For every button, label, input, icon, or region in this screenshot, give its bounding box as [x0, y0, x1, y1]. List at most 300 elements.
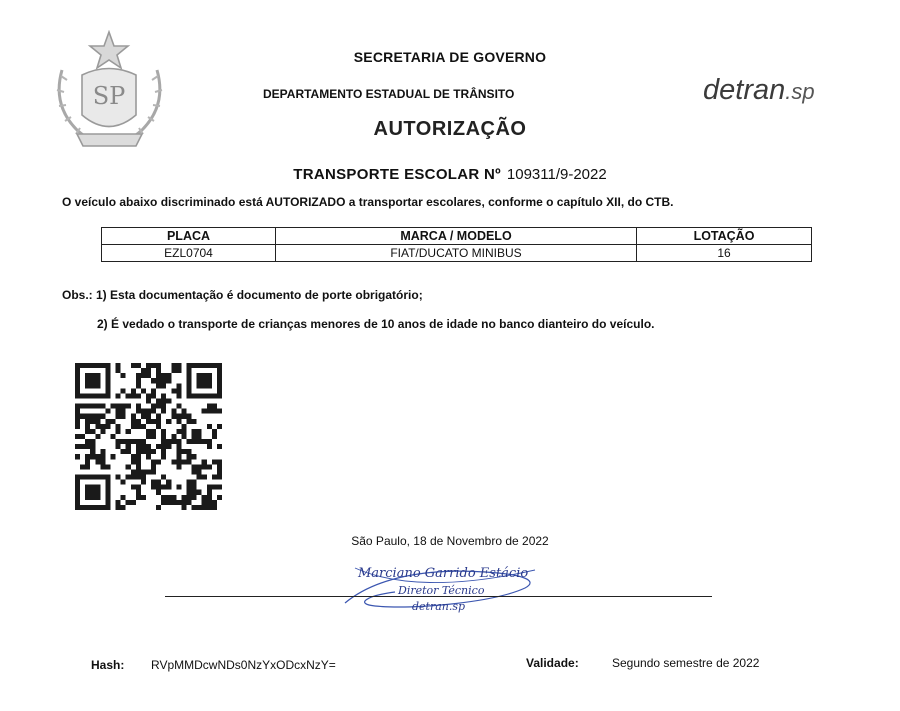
qr-module: [136, 383, 141, 388]
qr-module: [151, 393, 156, 398]
qr-module: [217, 464, 222, 469]
qr-module: [105, 480, 110, 485]
qr-module: [156, 419, 161, 424]
qr-module: [136, 469, 141, 474]
qr-module: [136, 475, 141, 480]
qr-module: [151, 363, 156, 368]
qr-module: [105, 368, 110, 373]
qr-module: [151, 404, 156, 409]
qr-module: [187, 414, 192, 419]
qr-module: [105, 424, 110, 429]
qr-module: [212, 459, 217, 464]
qr-module: [105, 500, 110, 505]
qr-module: [85, 459, 90, 464]
qr-module: [80, 505, 85, 510]
qr-module: [197, 393, 202, 398]
qr-module: [181, 505, 186, 510]
qr-module: [116, 505, 121, 510]
qr-module: [181, 449, 186, 454]
qr-module: [197, 469, 202, 474]
qr-module: [187, 495, 192, 500]
qr-module: [75, 444, 80, 449]
qr-module: [207, 373, 212, 378]
qr-module: [85, 383, 90, 388]
qr-module: [166, 439, 171, 444]
qr-module: [85, 363, 90, 368]
qr-module: [75, 368, 80, 373]
qr-module: [161, 393, 166, 398]
qr-module: [85, 490, 90, 495]
qr-module: [176, 500, 181, 505]
qr-module: [176, 414, 181, 419]
qr-module: [151, 388, 156, 393]
qr-module: [217, 368, 222, 373]
qr-module: [202, 373, 207, 378]
qr-module: [161, 409, 166, 414]
qr-module: [166, 495, 171, 500]
qr-module: [217, 469, 222, 474]
qr-module: [80, 404, 85, 409]
qr-module: [121, 495, 126, 500]
qr-module: [156, 383, 161, 388]
qr-module: [105, 373, 110, 378]
qr-module: [105, 490, 110, 495]
detran-logo-text: detran: [703, 74, 786, 106]
validity-label: Validade:: [526, 656, 579, 670]
qr-module: [161, 404, 166, 409]
qr-module: [197, 505, 202, 510]
qr-module: [90, 429, 95, 434]
qr-module: [187, 388, 192, 393]
qr-module: [176, 363, 181, 368]
qr-module: [136, 454, 141, 459]
qr-module: [156, 459, 161, 464]
qr-module: [131, 500, 136, 505]
qr-module: [85, 429, 90, 434]
qr-module: [121, 373, 126, 378]
qr-module: [141, 475, 146, 480]
qr-module: [85, 454, 90, 459]
qr-module: [100, 454, 105, 459]
qr-module: [192, 363, 197, 368]
qr-module: [161, 383, 166, 388]
detran-logo: [703, 74, 815, 107]
qr-module: [131, 454, 136, 459]
qr-module: [90, 505, 95, 510]
qr-module: [116, 363, 121, 368]
qr-module: [187, 419, 192, 424]
qr-module: [161, 378, 166, 383]
qr-module: [116, 414, 121, 419]
qr-module: [121, 505, 126, 510]
qr-module: [176, 439, 181, 444]
qr-module: [90, 419, 95, 424]
qr-module: [207, 378, 212, 383]
qr-module: [75, 378, 80, 383]
signatory-org: detran.sp: [412, 600, 466, 613]
qr-module: [166, 485, 171, 490]
qr-module: [121, 439, 126, 444]
qr-module: [202, 505, 207, 510]
qr-module: [181, 495, 186, 500]
qr-module: [141, 469, 146, 474]
qr-module: [126, 475, 131, 480]
qr-module: [207, 363, 212, 368]
qr-module: [100, 459, 105, 464]
qr-module: [105, 388, 110, 393]
qr-module: [187, 459, 192, 464]
qr-module: [100, 363, 105, 368]
qr-module: [100, 449, 105, 454]
qr-module: [207, 393, 212, 398]
qr-module: [100, 464, 105, 469]
qr-module: [131, 475, 136, 480]
qr-module: [187, 480, 192, 485]
qr-module: [136, 459, 141, 464]
qr-module: [146, 469, 151, 474]
qr-module: [202, 475, 207, 480]
qr-module: [121, 414, 126, 419]
qr-module: [75, 495, 80, 500]
qr-module: [166, 500, 171, 505]
qr-module: [187, 393, 192, 398]
qr-module: [80, 444, 85, 449]
qr-module: [166, 398, 171, 403]
qr-module: [146, 449, 151, 454]
qr-module: [131, 469, 136, 474]
qr-module: [95, 363, 100, 368]
qr-module: [95, 373, 100, 378]
place-and-date: São Paulo, 18 de Novembro de 2022: [351, 534, 549, 548]
qr-module: [105, 485, 110, 490]
document-title: AUTORIZAÇÃO: [373, 118, 527, 140]
qr-module: [181, 459, 186, 464]
qr-module: [80, 414, 85, 419]
qr-module: [90, 475, 95, 480]
qr-module: [176, 419, 181, 424]
qr-module: [136, 378, 141, 383]
qr-module: [121, 409, 126, 414]
qr-module: [197, 434, 202, 439]
table-row: [102, 245, 812, 262]
qr-module: [95, 378, 100, 383]
qr-module: [141, 368, 146, 373]
qr-module: [166, 373, 171, 378]
qr-module: [80, 434, 85, 439]
qr-module: [176, 429, 181, 434]
qr-module: [95, 459, 100, 464]
qr-module: [121, 388, 126, 393]
qr-module: [90, 439, 95, 444]
qr-module: [131, 363, 136, 368]
qr-module: [116, 393, 121, 398]
qr-module: [100, 404, 105, 409]
qr-module: [146, 419, 151, 424]
qr-module: [80, 464, 85, 469]
qr-module: [197, 363, 202, 368]
qr-module: [161, 373, 166, 378]
qr-module: [192, 419, 197, 424]
header-capacity: LOTAÇÃO: [637, 228, 812, 245]
qr-module: [202, 378, 207, 383]
qr-module: [85, 393, 90, 398]
qr-module: [75, 388, 80, 393]
qr-module: [202, 495, 207, 500]
qr-module: [90, 363, 95, 368]
qr-module: [75, 414, 80, 419]
qr-module: [207, 464, 212, 469]
qr-module: [121, 480, 126, 485]
qr-module: [136, 495, 141, 500]
qr-code-icon[interactable]: [75, 363, 222, 510]
qr-module: [187, 363, 192, 368]
qr-module: [75, 404, 80, 409]
qr-module: [116, 368, 121, 373]
qr-module: [161, 434, 166, 439]
qr-module: [136, 393, 141, 398]
qr-module: [171, 459, 176, 464]
qr-module: [176, 449, 181, 454]
qr-module: [156, 505, 161, 510]
qr-module: [171, 409, 176, 414]
qr-module: [146, 368, 151, 373]
qr-module: [156, 373, 161, 378]
qr-module: [116, 404, 121, 409]
qr-module: [181, 414, 186, 419]
qr-module: [85, 419, 90, 424]
qr-module: [202, 464, 207, 469]
qr-module: [207, 404, 212, 409]
qr-module: [171, 414, 176, 419]
qr-module: [187, 439, 192, 444]
qr-module: [212, 505, 217, 510]
secretariat-title: SECRETARIA DE GOVERNO: [353, 49, 547, 65]
qr-module: [176, 485, 181, 490]
qr-module: [95, 495, 100, 500]
authorization-statement: O veículo abaixo discriminado está AUTORIZADO a transportar escolares, conforme o capítulo XII, do CTB.: [62, 195, 674, 209]
qr-module: [85, 404, 90, 409]
qr-module: [151, 419, 156, 424]
qr-module: [187, 500, 192, 505]
qr-module: [105, 419, 110, 424]
qr-module: [146, 414, 151, 419]
qr-module: [95, 404, 100, 409]
qr-module: [192, 454, 197, 459]
qr-module: [197, 383, 202, 388]
observation-2: 2) É vedado o transporte de crianças menores de 10 anos de idade no banco dianteiro do veículo.: [97, 317, 655, 331]
qr-module: [95, 414, 100, 419]
qr-module: [131, 459, 136, 464]
qr-module: [197, 378, 202, 383]
qr-module: [151, 449, 156, 454]
qr-module: [212, 434, 217, 439]
qr-module: [207, 439, 212, 444]
qr-module: [207, 409, 212, 414]
qr-module: [151, 409, 156, 414]
qr-module: [126, 429, 131, 434]
qr-module: [161, 429, 166, 434]
qr-module: [100, 475, 105, 480]
qr-module: [217, 459, 222, 464]
qr-module: [202, 393, 207, 398]
qr-module: [151, 434, 156, 439]
qr-module: [85, 495, 90, 500]
qr-module: [141, 373, 146, 378]
qr-module: [146, 454, 151, 459]
qr-module: [161, 475, 166, 480]
qr-module: [171, 500, 176, 505]
qr-module: [95, 393, 100, 398]
qr-module: [176, 388, 181, 393]
qr-module: [187, 449, 192, 454]
qr-module: [192, 480, 197, 485]
qr-module: [136, 464, 141, 469]
qr-module: [90, 414, 95, 419]
qr-module: [187, 373, 192, 378]
qr-module: [197, 429, 202, 434]
qr-module: [90, 490, 95, 495]
qr-module: [75, 500, 80, 505]
qr-module: [85, 439, 90, 444]
qr-module: [136, 409, 141, 414]
qr-module: [90, 449, 95, 454]
qr-module: [161, 485, 166, 490]
qr-module: [217, 424, 222, 429]
qr-module: [217, 383, 222, 388]
qr-module: [192, 495, 197, 500]
qr-module: [192, 464, 197, 469]
qr-module: [105, 393, 110, 398]
qr-module: [110, 404, 115, 409]
qr-module: [202, 500, 207, 505]
qr-module: [176, 368, 181, 373]
qr-module: [131, 419, 136, 424]
qr-module: [156, 363, 161, 368]
qr-module: [75, 480, 80, 485]
qr-module: [75, 485, 80, 490]
qr-module: [207, 383, 212, 388]
header-plate: PLACA: [102, 228, 276, 245]
qr-module: [156, 480, 161, 485]
qr-module: [166, 378, 171, 383]
qr-module: [156, 404, 161, 409]
qr-module: [161, 495, 166, 500]
qr-module: [151, 429, 156, 434]
qr-module: [161, 449, 166, 454]
qr-module: [197, 373, 202, 378]
qr-module: [146, 373, 151, 378]
qr-module: [141, 444, 146, 449]
qr-module: [192, 469, 197, 474]
qr-module: [202, 439, 207, 444]
qr-module: [156, 368, 161, 373]
qr-module: [136, 439, 141, 444]
qr-module: [136, 363, 141, 368]
qr-module: [80, 393, 85, 398]
qr-module: [90, 378, 95, 383]
qr-module: [75, 373, 80, 378]
qr-module: [126, 449, 131, 454]
qr-module: [156, 378, 161, 383]
qr-module: [192, 490, 197, 495]
qr-module: [105, 495, 110, 500]
qr-module: [75, 475, 80, 480]
qr-module: [75, 424, 80, 429]
qr-module: [197, 490, 202, 495]
qr-module: [100, 393, 105, 398]
qr-module: [151, 464, 156, 469]
qr-module: [75, 409, 80, 414]
qr-module: [141, 424, 146, 429]
qr-module: [141, 388, 146, 393]
qr-module: [166, 444, 171, 449]
qr-module: [197, 475, 202, 480]
qr-module: [181, 429, 186, 434]
qr-module: [116, 475, 121, 480]
qr-module: [217, 485, 222, 490]
qr-module: [136, 424, 141, 429]
qr-module: [151, 459, 156, 464]
qr-module: [116, 444, 121, 449]
qr-module: [90, 485, 95, 490]
qr-module: [95, 454, 100, 459]
qr-module: [207, 485, 212, 490]
qr-module: [151, 378, 156, 383]
qr-module: [90, 383, 95, 388]
qr-module: [141, 439, 146, 444]
qr-module: [217, 388, 222, 393]
qr-module: [171, 495, 176, 500]
qr-module: [116, 424, 121, 429]
qr-module: [212, 393, 217, 398]
qr-module: [85, 505, 90, 510]
qr-module: [75, 383, 80, 388]
qr-module: [110, 454, 115, 459]
qr-module: [121, 404, 126, 409]
qr-module: [75, 393, 80, 398]
qr-module: [136, 373, 141, 378]
qr-module: [126, 404, 131, 409]
qr-module: [156, 444, 161, 449]
qr-module: [146, 429, 151, 434]
qr-module: [141, 449, 146, 454]
qr-module: [116, 429, 121, 434]
qr-module: [166, 480, 171, 485]
qr-module: [80, 475, 85, 480]
qr-module: [176, 454, 181, 459]
observation-1: Obs.: 1) Esta documentação é documento de porte obrigatório;: [62, 288, 423, 302]
qr-module: [202, 383, 207, 388]
qr-module: [141, 414, 146, 419]
qr-module: [181, 424, 186, 429]
qr-module: [136, 419, 141, 424]
qr-module: [75, 363, 80, 368]
cell-plate: EZL0704: [102, 245, 276, 262]
qr-module: [126, 393, 131, 398]
header-make-model: MARCA / MODELO: [276, 228, 637, 245]
qr-module: [126, 464, 131, 469]
qr-module: [197, 439, 202, 444]
qr-module: [217, 495, 222, 500]
qr-module: [146, 393, 151, 398]
qr-module: [95, 434, 100, 439]
qr-module: [192, 393, 197, 398]
qr-module: [187, 490, 192, 495]
qr-module: [217, 409, 222, 414]
qr-module: [176, 393, 181, 398]
qr-module: [75, 454, 80, 459]
qr-module: [131, 424, 136, 429]
